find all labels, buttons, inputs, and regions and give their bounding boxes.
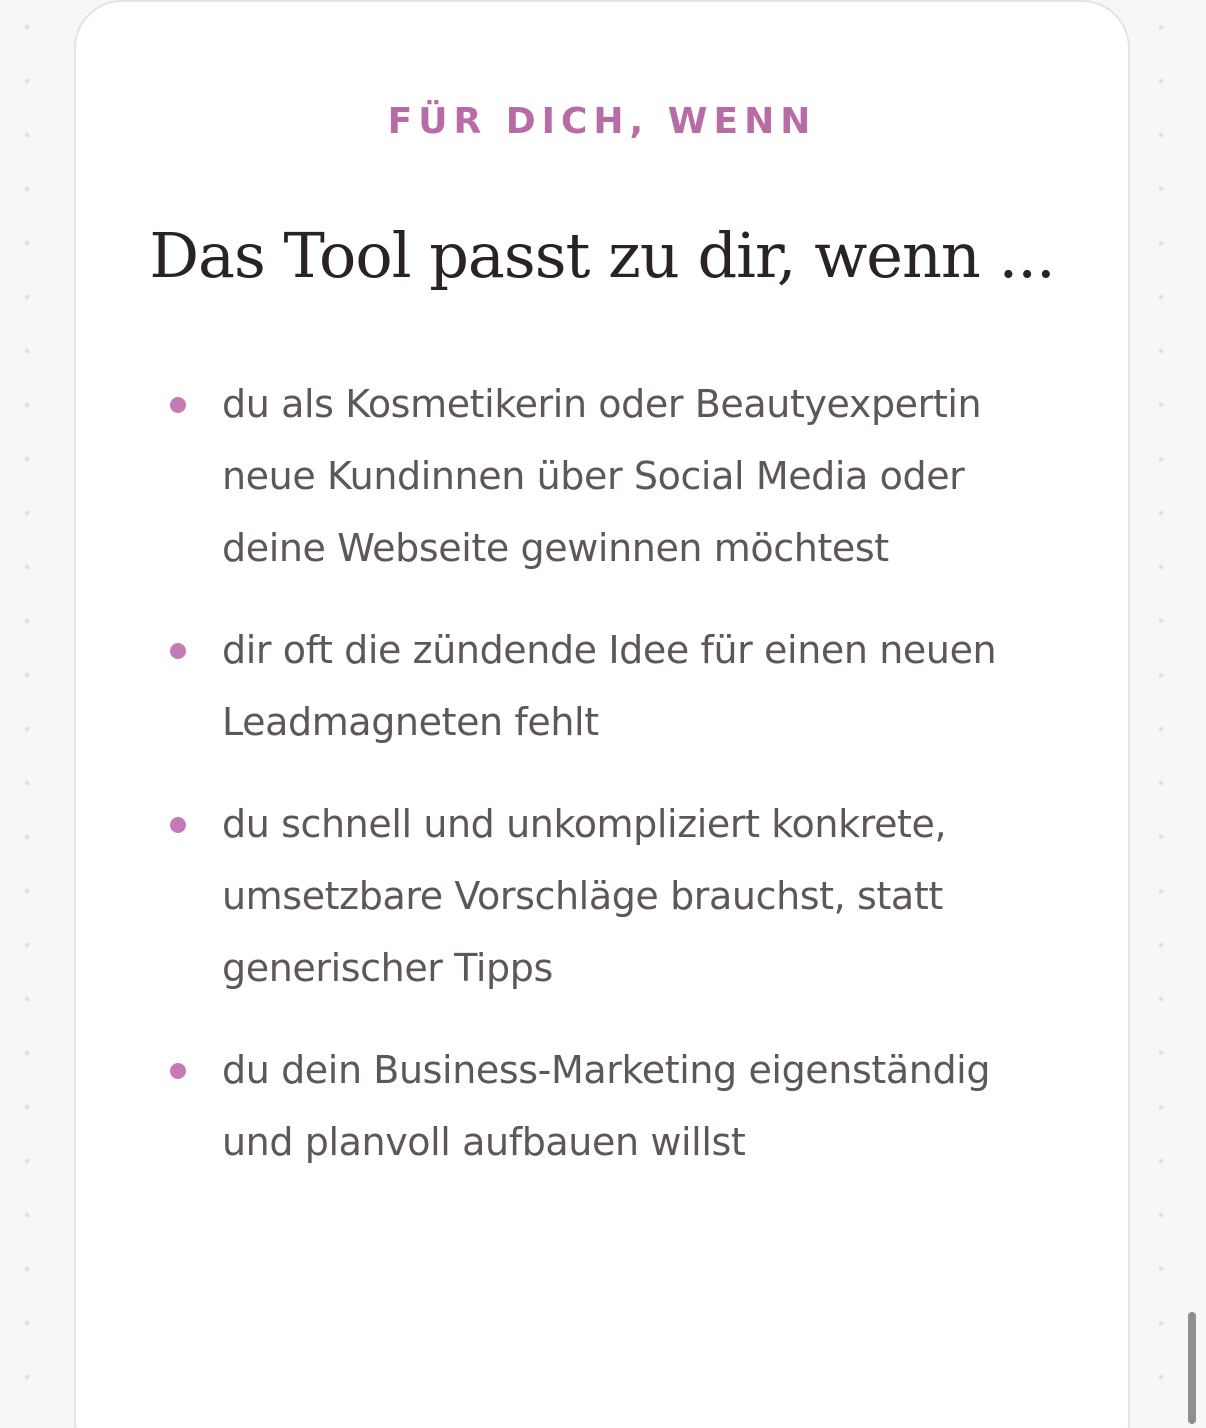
list-item-text: du dein Business-Marketing eigenständig und planvoll aufbauen willst	[222, 1048, 991, 1164]
bullet-list	[170, 368, 1050, 1208]
bullet-dot-icon	[170, 1063, 186, 1079]
list-item-text: du als Kosmetikerin oder Beautyexpertin neue Kundinnen über Social Media oder deine Webseite gewinnen möchtest	[222, 382, 982, 570]
bullet-dot-icon	[170, 817, 186, 833]
list-item	[170, 368, 1050, 584]
list-item	[170, 788, 1050, 1004]
list-item-text: dir oft die zündende Idee für einen neuen Leadmagneten fehlt	[222, 628, 997, 744]
scrollbar-thumb[interactable]	[1188, 1312, 1196, 1424]
bullet-dot-icon	[170, 397, 186, 413]
bullet-dot-icon	[170, 643, 186, 659]
list-item	[170, 614, 1050, 758]
list-item	[170, 1034, 1050, 1178]
content-card	[74, 0, 1130, 1428]
list-item-text: du schnell und unkompliziert konkrete, umsetzbare Vorschläge brauchst, statt generischer Tipps	[222, 802, 947, 990]
section-heading: Das Tool passt zu dir, wenn ...	[149, 219, 1055, 292]
section-eyebrow: FÜR DICH, WENN	[387, 101, 817, 142]
